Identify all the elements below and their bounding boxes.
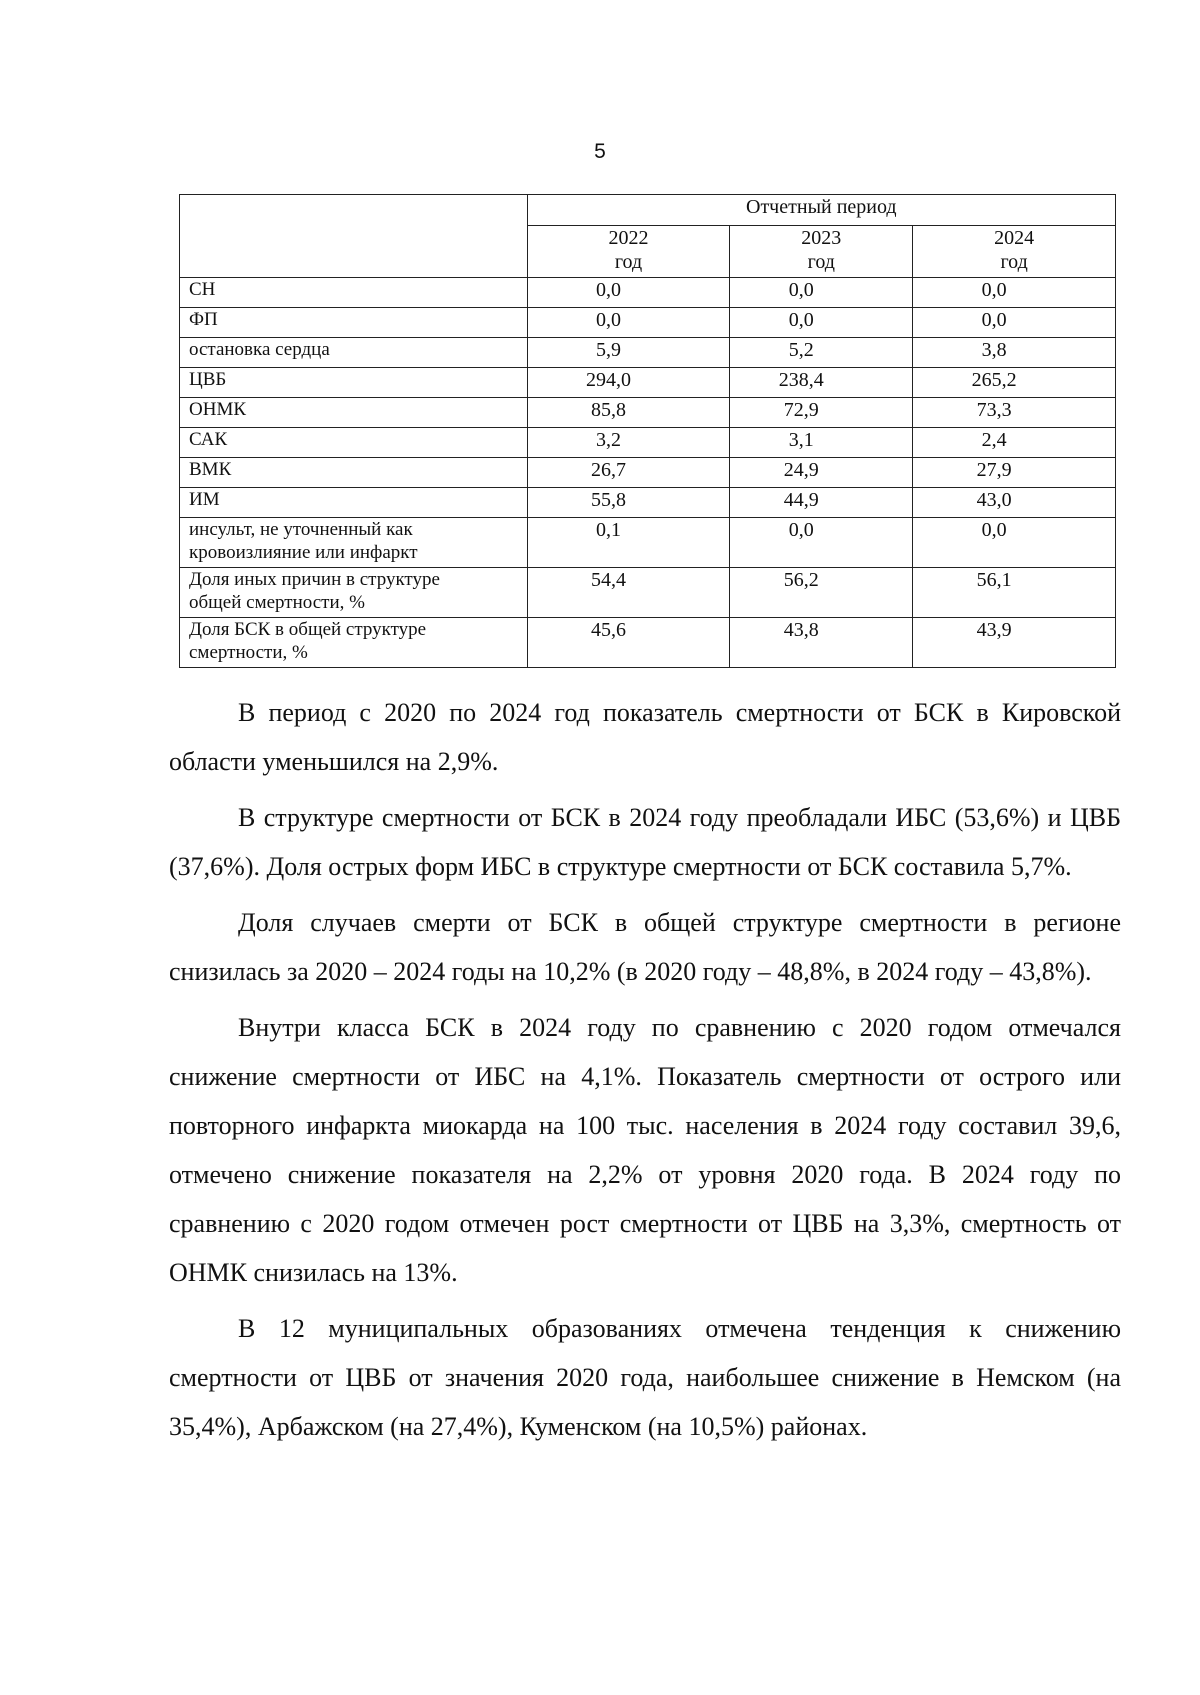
table-row-fp [180, 308, 1116, 338]
cell-2023: 5,2 [730, 338, 913, 368]
cell-2022: 55,8 [527, 488, 730, 518]
cell-2024: 43,0 [913, 488, 1116, 518]
cell-2023: 56,2 [730, 568, 913, 618]
paragraph-3: Доля случаев смерти от БСК в общей структуре смертности в регионе снизилась за 2020 – 2024 годы на 10,2% (в 2020 году – 48,8%, в 2024 году – 43,8%). [169, 908, 1121, 986]
table-row-bsk-share [180, 618, 1116, 668]
row-label: СН [180, 278, 528, 308]
year-header-2023: 2023 год [730, 226, 913, 278]
row-label: ВМК [180, 458, 528, 488]
row-label: Доля БСК в общей структуре смертности, % [180, 618, 528, 668]
cell-2023: 0,0 [730, 518, 913, 568]
cell-2023: 0,0 [730, 308, 913, 338]
cell-2022: 294,0 [527, 368, 730, 398]
row-label: ИМ [180, 488, 528, 518]
cell-2023: 0,0 [730, 278, 913, 308]
cell-2024: 0,0 [913, 278, 1116, 308]
table-header-row [180, 195, 1116, 226]
row-label: ОНМК [180, 398, 528, 428]
mortality-table [179, 194, 1116, 668]
cell-2024: 0,0 [913, 518, 1116, 568]
cell-2024: 2,4 [913, 428, 1116, 458]
table-row-sn [180, 278, 1116, 308]
paragraph-5: В 12 муниципальных образованиях отмечена тенденция к снижению смертности от ЦВБ от значения 2020 года, наибольшее снижение в Немском (на 35,4%), Арбажском (на 27,4%), Куменском (на 10,5%) районах. [169, 1314, 1121, 1441]
cell-2024: 3,8 [913, 338, 1116, 368]
row-label: САК [180, 428, 528, 458]
paragraph-1: В период с 2020 по 2024 год показатель смертности от БСК в Кировской области уменьшился на 2,9%. [169, 698, 1121, 776]
cell-2023: 3,1 [730, 428, 913, 458]
cell-2024: 43,9 [913, 618, 1116, 668]
cell-2023: 43,8 [730, 618, 913, 668]
row-label: ЦВБ [180, 368, 528, 398]
period-header: Отчетный период [527, 195, 1115, 226]
cell-2022: 45,6 [527, 618, 730, 668]
cell-2024: 265,2 [913, 368, 1116, 398]
row-label: ФП [180, 308, 528, 338]
row-label: остановка сердца [180, 338, 528, 368]
year-header-2024: 2024 год [913, 226, 1116, 278]
cell-2023: 72,9 [730, 398, 913, 428]
cell-2023: 44,9 [730, 488, 913, 518]
table-row-vmk [180, 458, 1116, 488]
cell-2024: 0,0 [913, 308, 1116, 338]
cell-2024: 27,9 [913, 458, 1116, 488]
cell-2022: 26,7 [527, 458, 730, 488]
cell-2022: 0,1 [527, 518, 730, 568]
table-row-stroke-unspecified [180, 518, 1116, 568]
table-row-im [180, 488, 1116, 518]
cell-2022: 54,4 [527, 568, 730, 618]
cell-2023: 24,9 [730, 458, 913, 488]
row-label: Доля иных причин в структуре общей смертности, % [180, 568, 528, 618]
row-label: инсульт, не уточненный как кровоизлияние или инфаркт [180, 518, 528, 568]
cell-2022: 0,0 [527, 308, 730, 338]
table-row-other-causes-share [180, 568, 1116, 618]
year-header-2022: 2022 год [527, 226, 730, 278]
cell-2022: 5,9 [527, 338, 730, 368]
table-row-cvb [180, 368, 1116, 398]
table-row-cardiac-arrest [180, 338, 1116, 368]
cell-2022: 85,8 [527, 398, 730, 428]
body-text [169, 688, 1121, 1451]
paragraph-4: Внутри класса БСК в 2024 году по сравнению с 2020 годом отмечался снижение смертности от ИБС на 4,1%. Показатель смертности от острого или повторного инфаркта миокарда на 100 тыс. населения в 2024 году составил 39,6, отмечено снижение показателя на 2,2% от уровня 2020 года. В 2024 году по сравнению с 2020 годом отмечен рост смертности от ЦВБ на 3,3%, смертность от ОНМК снизилась на 13%. [169, 1013, 1121, 1287]
cell-2023: 238,4 [730, 368, 913, 398]
table-row-onmk [180, 398, 1116, 428]
page-number: 5 [594, 140, 606, 163]
table-corner-cell [180, 195, 528, 278]
paragraph-2: В структуре смертности от БСК в 2024 году преобладали ИБС (53,6%) и ЦВБ (37,6%). Доля острых форм ИБС в структуре смертности от БСК составила 5,7%. [169, 803, 1121, 881]
cell-2024: 73,3 [913, 398, 1116, 428]
table-row-sak [180, 428, 1116, 458]
cell-2022: 3,2 [527, 428, 730, 458]
cell-2022: 0,0 [527, 278, 730, 308]
cell-2024: 56,1 [913, 568, 1116, 618]
